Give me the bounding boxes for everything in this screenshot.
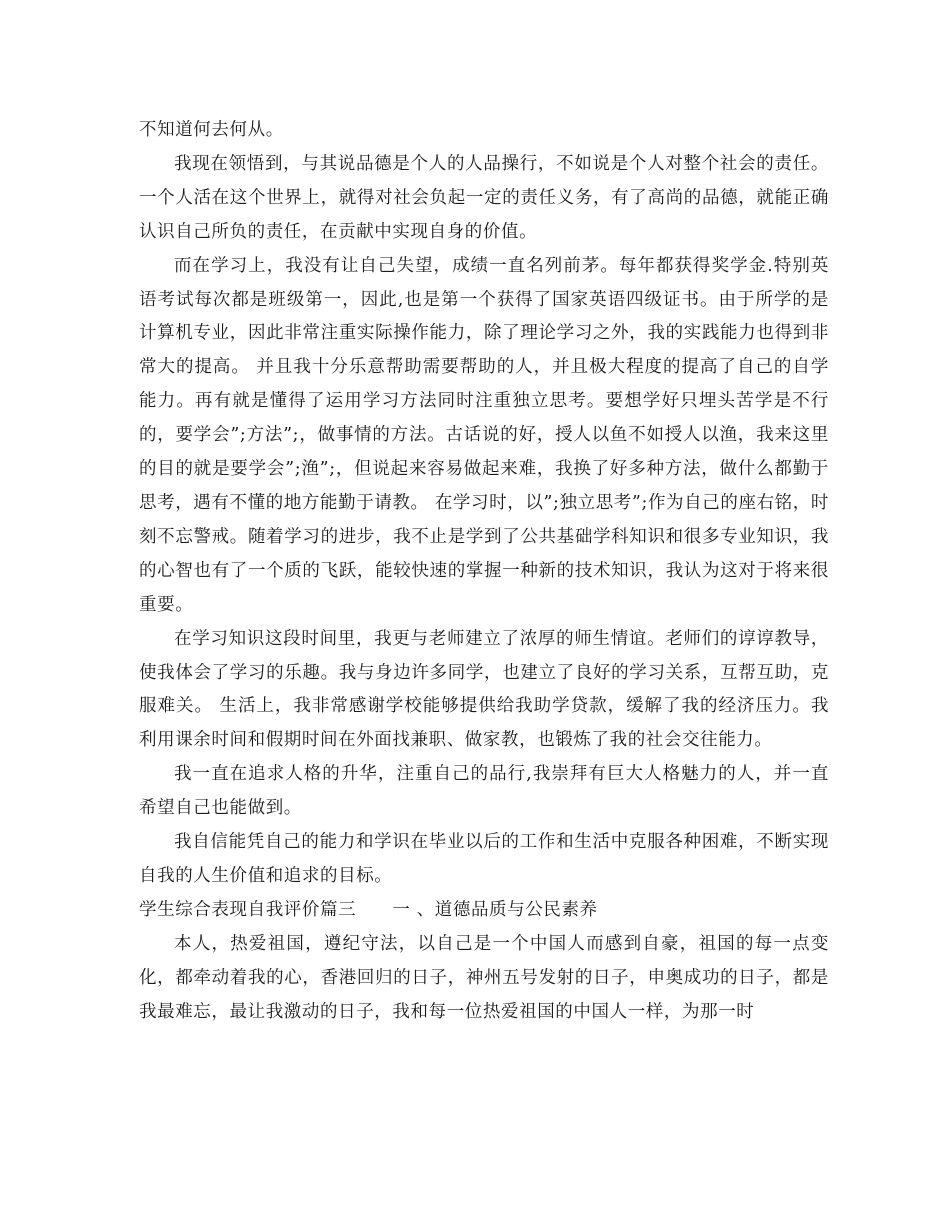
paragraph: 而在学习上，我没有让自己失望，成绩一直名列前茅。每年都获得奖学金.特别英语考试每次都是班级第一，因此,也是第一个获得了国家英语四级证书。由于所学的是计算机专业，因此非常注重实际操作能力，除了理论学习之外，我的实践能力也得到非常大的提高。 并且我十分乐意帮助需要帮助的人，并且极大程度的提高了自己的自学能力。再有就是懂得了运用学习方法同时注重独立思考。要想学好只埋头苦学是不行的，要学会”;方法”;，做事情的方法。古话说的好，授人以鱼不如授人以渔，我来这里的目的就是要学会”;渔”;，但说起来容易做起来难，我换了好多种方法，做什么都勤于思考，遇有不懂的地方能勤于请教。 在学习时，以”;独立思考”;作为自己的座右铭，时刻不忘警戒。随着学习的进步，我不止是学到了公共基础学科知识和很多专业知识，我的心智也有了一个质的飞跃，能较快速的掌握一种新的技术知识，我认为这对于将来很重要。 [139, 255, 829, 615]
section-heading: 学生综合表现自我评价篇三 一 、道德品质与公民素养 [139, 899, 598, 920]
paragraph: 我自信能凭自己的能力和学识在毕业以后的工作和生活中克服各种困难，不断实现自我的人生价值和追求的目标。 [139, 832, 829, 886]
paragraph: 本人，热爱祖国，遵纪守法，以自己是一个中国人而感到自豪，祖国的每一点变化，都牵动着我的心，香港回归的日子，神州五号发射的日子，申奥成功的日子，都是我最难忘，最让我激动的日子，我和每一位热爱祖国的中国人一样，为那一时 [139, 933, 829, 1022]
paragraph: 我一直在追求人格的升华，注重自己的品行,我崇拜有巨大人格魅力的人，并一直希望自己也能做到。 [139, 764, 829, 819]
paragraph: 在学习知识这段时间里，我更与老师建立了浓厚的师生情谊。老师们的谆谆教导，使我体会了学习的乐趣。我与身边许多同学，也建立了良好的学习关系，互帮互助，克服难关。 生活上，我非常感谢学校能够提供给我助学贷款，缓解了我的经济压力。我利用课余时间和假期时间在外面找兼职、做家教，也锻炼了我的社会交往能力。 [139, 628, 829, 751]
paragraph: 我现在领悟到，与其说品德是个人的人品操行，不如说是个人对整个社会的责任。一个人活在这个世界上，就得对社会负起一定的责任义务，有了高尚的品德，就能正确认识自己所负的责任，在贡献中实现自身的价值。 [139, 153, 829, 242]
paragraph: 不知道何去何从。 [139, 120, 284, 140]
document-body [139, 114, 829, 1029]
